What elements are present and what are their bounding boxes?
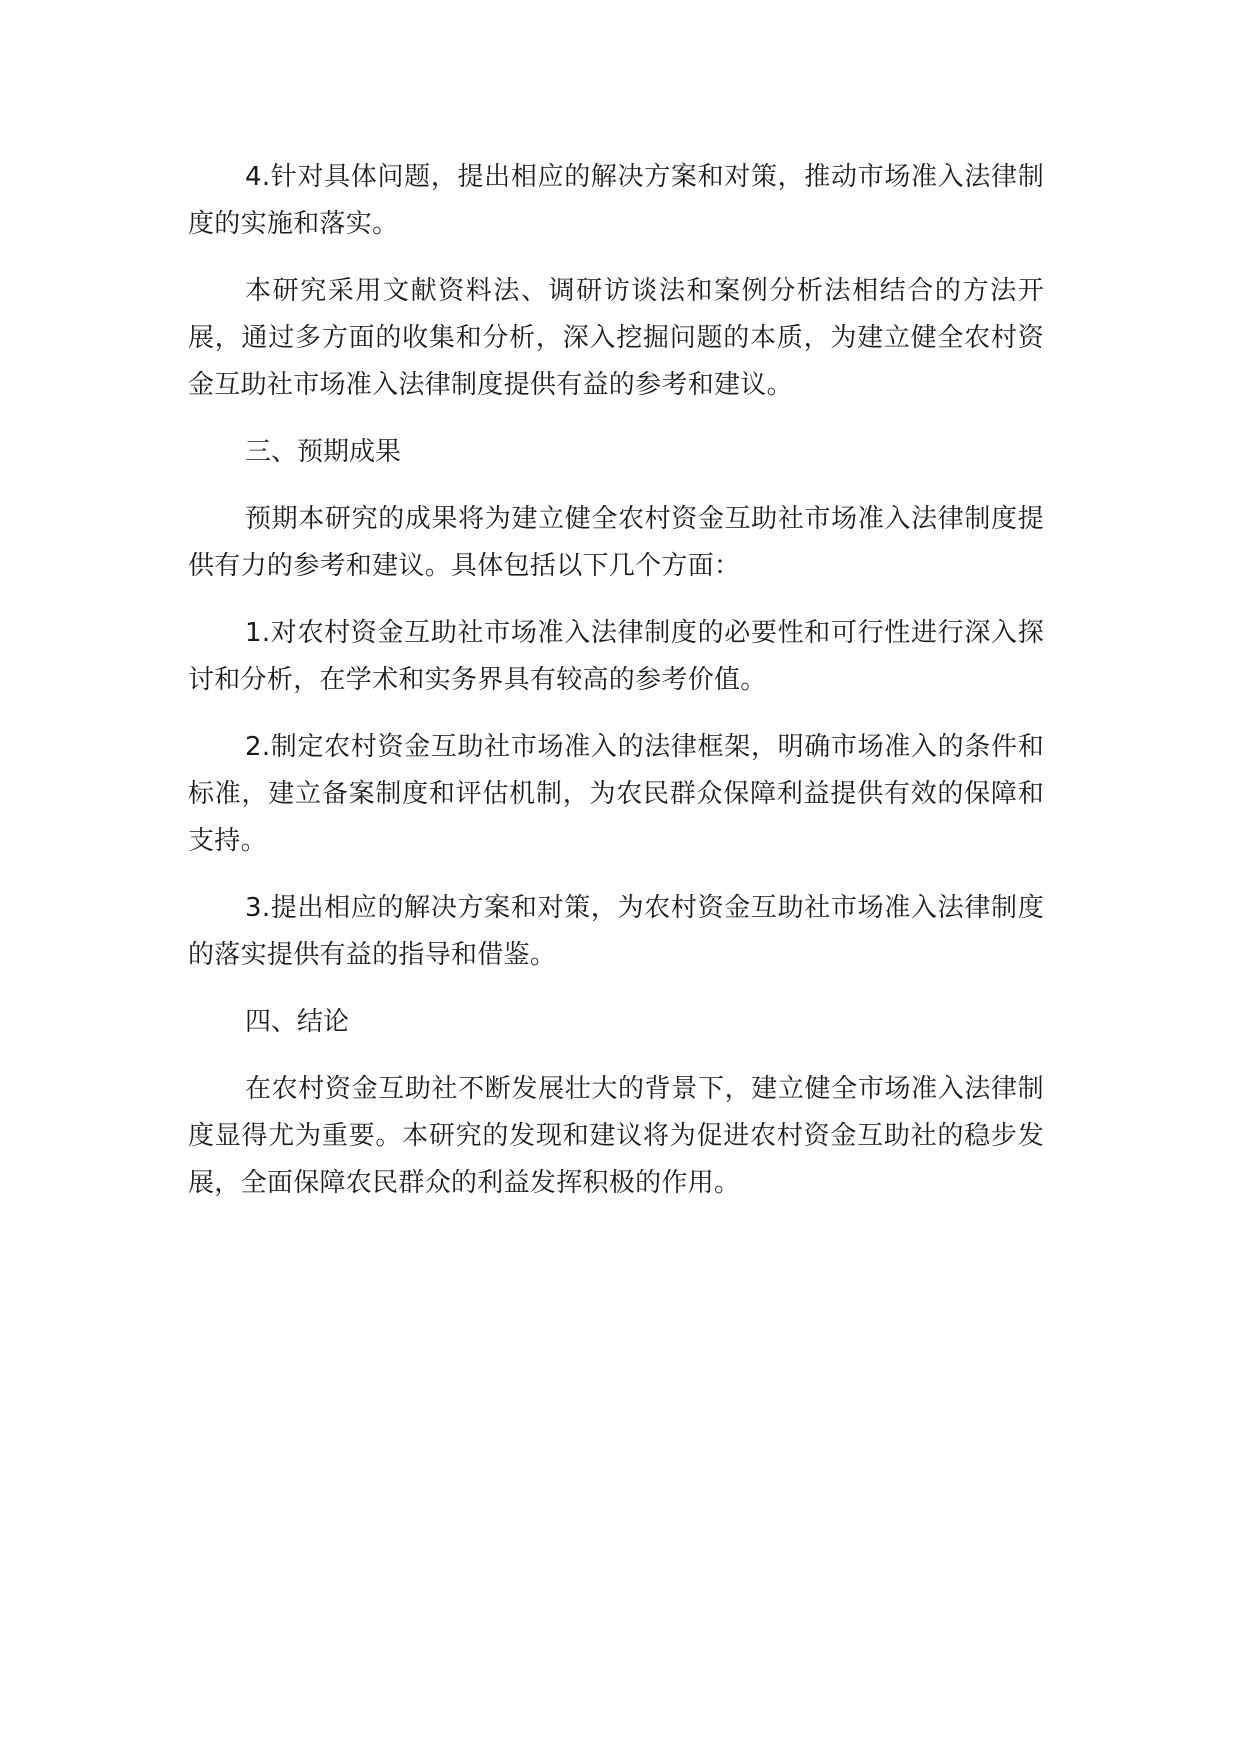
paragraph-item-4: 4.针对具体问题，提出相应的解决方案和对策，推动市场准入法律制度的实施和落实。 xyxy=(188,162,1044,239)
section-heading-conclusion: 四、结论 xyxy=(245,1007,350,1037)
paragraph-expected-intro: 预期本研究的成果将为建立健全农村资金互助社市场准入法律制度提供有力的参考和建议。具体包括以下几个方面： xyxy=(188,504,1044,581)
document-page xyxy=(188,154,1044,1227)
paragraph-result-1: 1.对农村资金互助社市场准入法律制度的必要性和可行性进行深入探讨和分析，在学术和实务界具有较高的参考价值。 xyxy=(188,618,1044,695)
section-heading-expected-results: 三、预期成果 xyxy=(245,437,402,467)
paragraph-methods: 本研究采用文献资料法、调研访谈法和案例分析法相结合的方法开展，通过多方面的收集和分析，深入挖掘问题的本质，为建立健全农村资金互助社市场准入法律制度提供有益的参考和建议。 xyxy=(188,276,1044,400)
paragraph-result-3: 3.提出相应的解决方案和对策，为农村资金互助社市场准入法律制度的落实提供有益的指导和借鉴。 xyxy=(188,893,1044,970)
paragraph-conclusion: 在农村资金互助社不断发展壮大的背景下，建立健全市场准入法律制度显得尤为重要。本研究的发现和建议将为促进农村资金互助社的稳步发展，全面保障农民群众的利益发挥积极的作用。 xyxy=(188,1074,1044,1198)
paragraph-result-2: 2.制定农村资金互助社市场准入的法律框架，明确市场准入的条件和标准，建立备案制度和评估机制，为农民群众保障利益提供有效的保障和支持。 xyxy=(188,732,1044,856)
